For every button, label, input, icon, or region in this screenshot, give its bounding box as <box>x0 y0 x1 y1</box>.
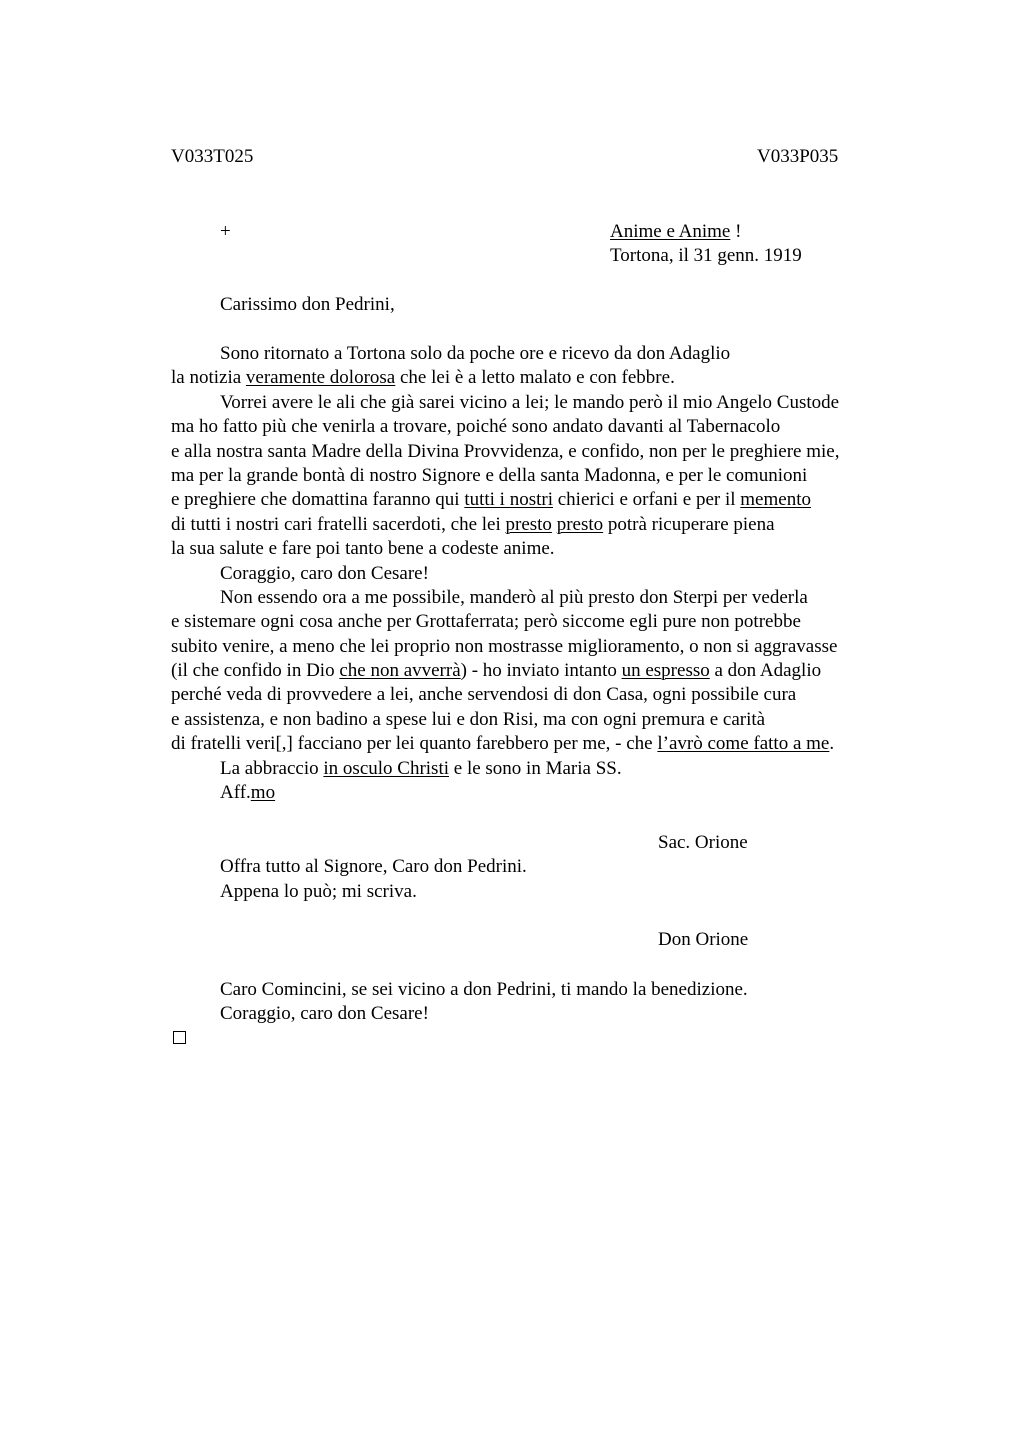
body-line: Non essendo ora a me possibile, manderò al più presto don Sterpi per vederla <box>220 586 808 608</box>
underlined-phrase: tutti i nostri <box>464 489 553 511</box>
underlined-phrase: mo <box>250 782 276 804</box>
body-line: ma per la grande bontà di nostro Signore e della santa Madonna, e per le comunioni <box>171 464 808 486</box>
body-line: (il che confido in Dio che non avverrà) - ho inviato intanto un espresso a don Adaglio <box>171 660 822 682</box>
underlined-phrase: presto <box>505 513 552 535</box>
body-line: ma ho fatto più che venirla a trovare, poiché sono andato davanti al Tabernacolo <box>171 416 781 438</box>
underlined-phrase: l’avrò come fatto a me <box>657 733 830 755</box>
body-line: e sistemare ogni cosa anche per Grottaferrata; però siccome egli pure non potrebbe <box>171 611 801 633</box>
body-line: e assistenza, e non badino a spese lui e don Risi, ma con ogni premura e carità <box>171 708 766 730</box>
underlined-phrase: un espresso <box>621 660 710 682</box>
end-marker-box <box>173 1031 186 1044</box>
underlined-phrase: presto <box>556 513 604 535</box>
body-line: Vorrei avere le ali che già sarei vicino a lei; le mando però il mio Angelo Custode <box>220 391 840 413</box>
postscript2-line: Caro Comincini, se sei vicino a don Pedrini, ti mando la benedizione. <box>220 979 748 1000</box>
postscript2-line: Coraggio, caro don Cesare! <box>220 1003 429 1024</box>
underlined-phrase: in osculo Christi <box>323 757 450 779</box>
signature-don-orione: Don Orione <box>658 929 749 950</box>
postscript-line: Appena lo può; mi scriva. <box>220 881 417 902</box>
underlined-phrase: memento <box>740 489 811 511</box>
document-code-left: V033T025 <box>171 146 254 167</box>
salutation: Carissimo don Pedrini, <box>220 294 395 315</box>
body-line: Coraggio, caro don Cesare! <box>220 562 429 584</box>
motto <box>610 220 741 244</box>
motto-underlined: Anime e Anime <box>610 221 731 242</box>
cross-mark: + <box>220 221 231 242</box>
body-line: di fratelli veri[,] facciano per lei quanto farebbero per me, - che l’avrò come fatto a me. <box>171 733 835 755</box>
motto-tail: ! <box>730 221 742 242</box>
body-line: la notizia veramente dolorosa che lei è a letto malato e con febbre. <box>171 367 675 389</box>
body-line: perché veda di provvedere a lei, anche servendosi di don Casa, ogni possibile cura <box>171 684 797 706</box>
body-line: e alla nostra santa Madre della Divina Provvidenza, e confido, non per le preghiere mie, <box>171 440 840 462</box>
body-line: subito venire, a meno che lei proprio non mostrasse miglioramento, o non si aggravasse <box>171 635 838 657</box>
closing-abbreviation: Aff.mo <box>220 782 276 804</box>
underlined-phrase: che non avverrà <box>339 660 461 682</box>
body-line: e preghiere che domattina faranno qui tutti i nostri chierici e orfani e per il memento <box>171 489 811 511</box>
body-line: di tutti i nostri cari fratelli sacerdoti, che lei presto presto potrà ricuperare piena <box>171 513 775 535</box>
body-line: la sua salute e fare poi tanto bene a codeste anime. <box>171 538 555 560</box>
signature-sac-orione: Sac. Orione <box>658 832 748 853</box>
place-date: Tortona, il 31 genn. 1919 <box>610 245 802 266</box>
body-line: La abbraccio in osculo Christi e le sono in Maria SS. <box>220 757 622 779</box>
postscript-line: Offra tutto al Signore, Caro don Pedrini. <box>220 856 527 877</box>
underlined-phrase: veramente dolorosa <box>245 367 396 389</box>
letter-body <box>171 342 839 805</box>
body-line: Sono ritornato a Tortona solo da poche ore e ricevo da don Adaglio <box>220 343 731 364</box>
document-code-right: V033P035 <box>757 146 839 167</box>
